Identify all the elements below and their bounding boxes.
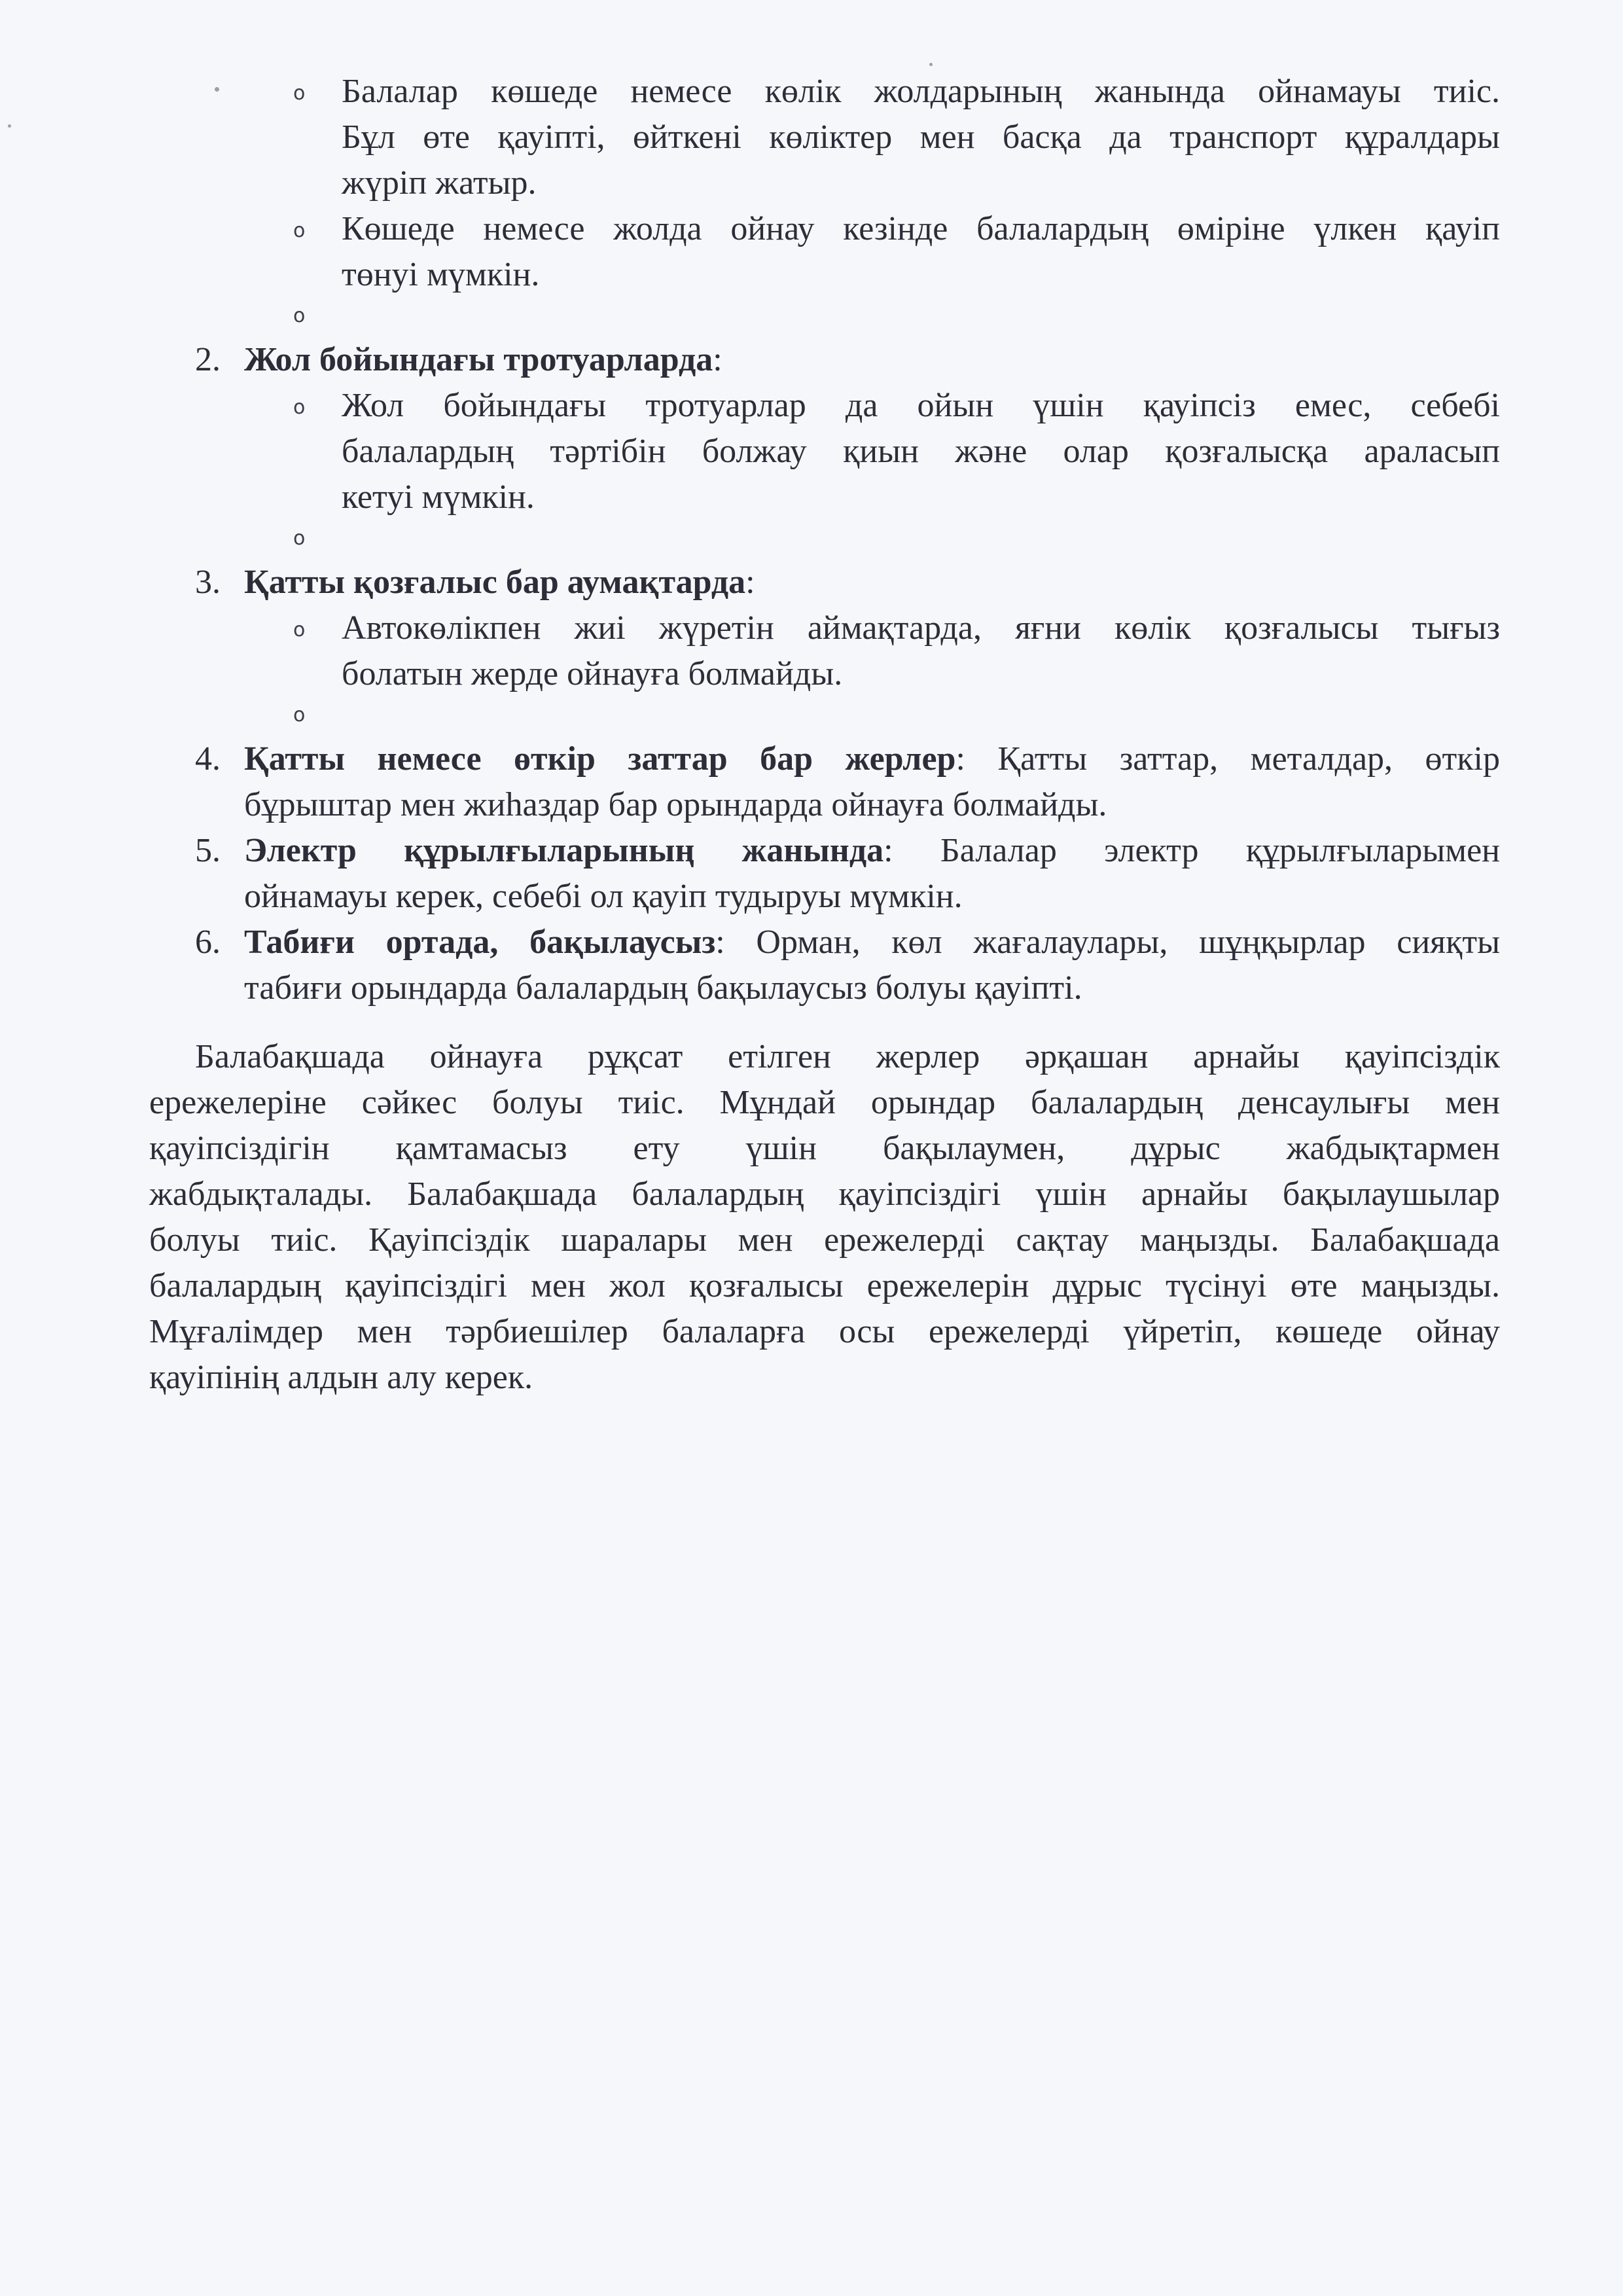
paragraph-line: болуы тиіс. Қауіпсіздік шаралары мен ережелерді сақтау маңызды. Балабақшада xyxy=(149,1221,1500,1259)
list-item-heading xyxy=(244,920,1500,965)
list-number: 5. xyxy=(195,832,221,869)
list-item-text: табиғи орындарда балалардың бақылаусыз болуы қауіпті. xyxy=(244,969,1082,1007)
list-item-text: Бұл өте қауіпті, өйткені көліктер мен басқа да транспорт құралдары xyxy=(342,118,1500,156)
list-item-colon: : xyxy=(713,341,722,378)
list-item-text: ойнамауы керек, себебі ол қауіп тудыруы мүмкін. xyxy=(244,878,963,915)
list-number: 2. xyxy=(195,341,221,378)
paragraph-line: ережелеріне сәйкес болуы тиіс. Мұндай орындар балалардың денсаулығы мен xyxy=(149,1084,1500,1121)
list-item-text: төнуі мүмкін. xyxy=(342,256,540,293)
list-number: 3. xyxy=(195,564,221,601)
list-item-colon: : xyxy=(745,564,755,601)
list-item-title: Табиғи ортада, бақылаусыз xyxy=(244,924,716,961)
list-bullet-empty: o xyxy=(293,304,306,327)
list-item-heading xyxy=(244,828,1500,874)
list-bullet-empty: o xyxy=(293,704,306,726)
list-number: 4. xyxy=(195,740,221,778)
list-bullet: o xyxy=(293,219,306,242)
list-item-text: кетуі мүмкін. xyxy=(342,478,535,516)
scan-speck xyxy=(215,87,219,92)
list-item-text: : Орман, көл жағалаулары, шұңқырлар сияқты xyxy=(715,924,1501,961)
list-item-title: Қатты қозғалыс бар аумақтарда xyxy=(244,564,746,601)
list-item-text: Балалар көшеде немесе көлік жолдарының жанында ойнамауы тиіс. xyxy=(342,73,1500,110)
list-item-title: Электр құрылғыларының жанында xyxy=(244,832,884,869)
list-item-title: Жол бойындағы тротуарларда xyxy=(244,341,713,378)
list-item-text: Жол бойындағы тротуарлар да ойын үшін қауіпсіз емес, себебі xyxy=(342,387,1500,424)
list-item-text: бұрыштар мен жиһаздар бар орындарда ойнауға болмайды. xyxy=(244,786,1107,823)
list-item-text: балалардың тәртібін болжау қиын және олар қозғалысқа араласып xyxy=(342,433,1500,470)
paragraph-line: қауіпінің алдын алу керек. xyxy=(149,1359,533,1396)
scan-speck xyxy=(929,63,933,66)
list-item-heading xyxy=(244,736,1500,782)
list-item-text: : Балалар электр құрылғыларымен xyxy=(883,832,1500,869)
paragraph-line: қауіпсіздігін қамтамасыз ету үшін бақылаумен, дұрыс жабдықтармен xyxy=(149,1130,1500,1167)
list-number: 6. xyxy=(195,924,221,961)
list-item-heading xyxy=(244,337,722,383)
paragraph-line: балалардың қауіпсіздігі мен жол қозғалысы ережелерін дұрыс түсінуі өте маңызды. xyxy=(149,1267,1500,1304)
paragraph-line: жабдықталады. Балабақшада балалардың қауіпсіздігі үшін арнайы бақылаушылар xyxy=(149,1175,1500,1213)
list-item-text: : Қатты заттар, металдар, өткір xyxy=(955,740,1500,778)
list-bullet: o xyxy=(293,619,306,641)
paragraph-line: Мұғалімдер мен тәрбиешілер балаларға осы ережелерді үйретіп, көшеде ойнау xyxy=(149,1313,1500,1350)
list-bullet-empty: o xyxy=(293,527,306,550)
list-bullet: o xyxy=(293,396,306,419)
list-item-text: Автокөлікпен жиі жүретін аймақтарда, яғни көлік қозғалысы тығыз xyxy=(342,609,1500,647)
list-item-text: болатын жерде ойнауға болмайды. xyxy=(342,655,843,692)
list-item-text: жүріп жатыр. xyxy=(342,164,537,202)
scan-speck xyxy=(8,124,11,128)
paragraph-line: Балабақшада ойнауға рұқсат етілген жерлер әрқашан арнайы қауіпсіздік xyxy=(195,1038,1500,1075)
list-item-heading xyxy=(244,560,755,605)
list-bullet: o xyxy=(293,82,306,105)
list-item-title: Қатты немесе өткір заттар бар жерлер xyxy=(244,740,956,778)
list-item-text: Көшеде немесе жолда ойнау кезінде балалардың өміріне үлкен қауіп xyxy=(342,210,1500,247)
